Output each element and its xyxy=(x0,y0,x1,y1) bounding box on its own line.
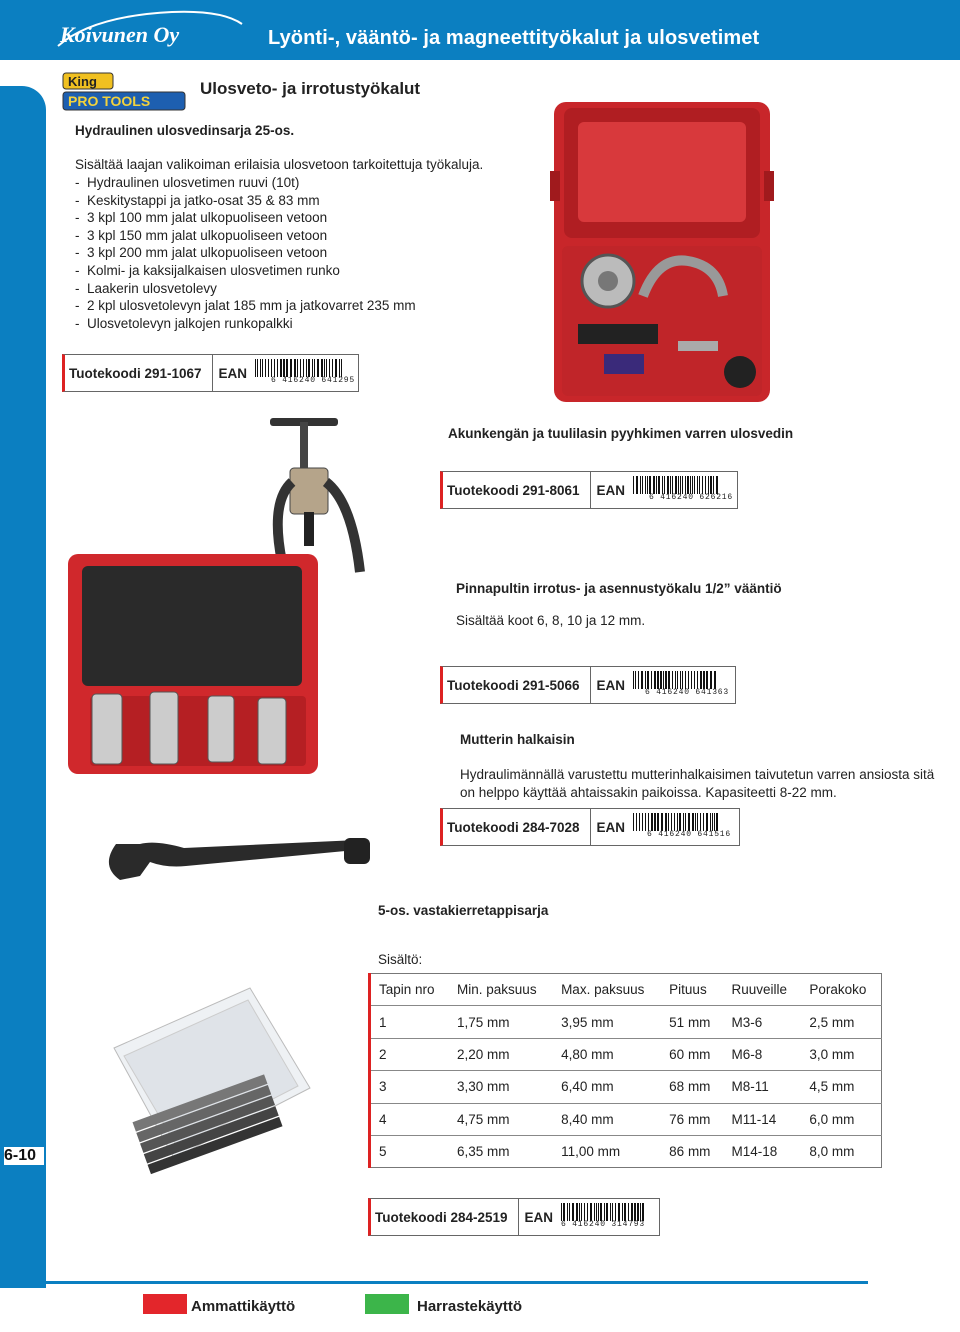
table-cell: 1,75 mm xyxy=(449,1006,553,1038)
ean-label: EAN xyxy=(596,677,626,693)
table-row xyxy=(370,1103,882,1135)
table-cell: M6-8 xyxy=(724,1038,802,1070)
table-cell: M8-11 xyxy=(724,1071,802,1103)
product-description: Sisältää laajan valikoiman erilaisia ulosvetoon tarkoitettuja työkaluja. xyxy=(75,157,484,172)
page-number: 6-10 xyxy=(4,1147,44,1165)
table-cell: 6,40 mm xyxy=(553,1071,661,1103)
ean-label: EAN xyxy=(596,482,626,498)
stud-extractor-set-image xyxy=(62,546,324,782)
list-item: - 3 kpl 150 mm jalat ulkopuoliseen vetoon xyxy=(75,227,416,245)
svg-text:PRO TOOLS: PRO TOOLS xyxy=(68,93,151,109)
nut-splitter-image xyxy=(96,826,380,896)
product-title: Hydraulinen ulosvedinsarja 25-os. xyxy=(75,123,295,138)
table-cell: 2 xyxy=(370,1038,450,1070)
ean-number: 6 416240 626216 xyxy=(649,493,734,502)
table-row xyxy=(370,1135,882,1167)
side-color-strip xyxy=(0,86,46,1288)
list-item: - Ulosvetolevyn jalkojen runkopalkki xyxy=(75,315,416,333)
ean-number: 6 416240 641295 xyxy=(271,376,356,385)
product-code-box xyxy=(440,808,740,846)
section-title: Ulosveto- ja irrotustyökalut xyxy=(200,79,421,98)
column-header: Max. paksuus xyxy=(553,974,661,1006)
table-cell: 8,0 mm xyxy=(809,1144,855,1160)
ean-number: 6 416240 641516 xyxy=(647,830,732,839)
table-cell: 4,80 mm xyxy=(553,1038,661,1070)
product-code-box xyxy=(62,354,359,392)
table-cell: 60 mm xyxy=(661,1038,723,1070)
legend-swatch-hobby xyxy=(365,1294,409,1314)
legend-label-hobby: Harrastekäyttö xyxy=(417,1298,523,1315)
product-code-box xyxy=(440,666,736,704)
svg-text:King: King xyxy=(68,74,97,89)
table-cell: 3,95 mm xyxy=(553,1006,661,1038)
ean-label: EAN xyxy=(596,819,626,835)
table-header-row xyxy=(370,974,882,1006)
table-cell: 1 xyxy=(370,1006,450,1038)
table-cell: 3 xyxy=(370,1071,450,1103)
specs-table xyxy=(368,973,882,1168)
table-cell: 4,75 mm xyxy=(449,1103,553,1135)
list-item: - Hydraulinen ulosvetimen ruuvi (10t) xyxy=(75,174,416,192)
table-cell: 86 mm xyxy=(669,1144,711,1160)
contents-list xyxy=(75,174,416,332)
column-header: Pituus xyxy=(661,974,723,1006)
table-cell: M14-18 xyxy=(731,1144,778,1160)
table-cell: 8,40 mm xyxy=(553,1103,661,1135)
column-header: Porakoko xyxy=(801,974,881,1006)
list-item: - Keskitystappi ja jatko-osat 35 & 83 mm xyxy=(75,192,416,210)
contents-label: Sisältö: xyxy=(378,952,423,967)
header-title: Lyönti-, vääntö- ja magneettityökalut ja ulosvetimet xyxy=(268,27,760,49)
hydraulic-puller-kit-image xyxy=(548,96,776,408)
column-header: Tapin nro xyxy=(370,974,450,1006)
table-cell: 5 xyxy=(379,1144,387,1160)
table-cell: M3-6 xyxy=(724,1006,802,1038)
table-cell: 3,0 mm xyxy=(801,1038,881,1070)
table-cell: 68 mm xyxy=(661,1071,723,1103)
product-code: Tuotekoodi 291-8061 xyxy=(443,472,591,508)
table-cell: 2,20 mm xyxy=(449,1038,553,1070)
product-code: Tuotekoodi 291-5066 xyxy=(443,667,591,703)
table-cell: M11-14 xyxy=(724,1103,802,1135)
ean-number: 6 416240 314793 xyxy=(561,1220,646,1229)
table-row xyxy=(370,1071,882,1103)
product-code: Tuotekoodi 291-1067 xyxy=(65,355,213,391)
svg-text:Koivunen Oy: Koivunen Oy xyxy=(60,22,180,47)
legend-label-professional: Ammattikäyttö xyxy=(191,1298,296,1315)
product-description: Hydraulimännällä varustettu mutterinhalkaisimen taivutetun varren ansiosta sitä xyxy=(460,767,935,782)
product-code: Tuotekoodi 284-7028 xyxy=(443,809,591,845)
column-header: Ruuveille xyxy=(724,974,802,1006)
legend-swatch-professional xyxy=(143,1294,187,1314)
ean-label: EAN xyxy=(218,365,248,381)
product-title: 5-os. vastakierretappisarja xyxy=(378,903,549,918)
product-title: Akunkengän ja tuulilasin pyyhkimen varren ulosvedin xyxy=(448,426,794,441)
list-item: - 3 kpl 200 mm jalat ulkopuoliseen vetoon xyxy=(75,244,416,262)
page-header xyxy=(0,0,960,60)
product-description: on helppo käyttää ahtaissakin paikoissa. Kapasiteetti 8-22 mm. xyxy=(460,785,837,800)
table-row xyxy=(370,1038,882,1070)
product-title: Mutterin halkaisin xyxy=(460,732,575,747)
ean-label: EAN xyxy=(524,1209,554,1225)
list-item: - 3 kpl 100 mm jalat ulkopuoliseen vetoon xyxy=(75,209,416,227)
table-cell: 4 xyxy=(370,1103,450,1135)
table-cell: 2,5 mm xyxy=(801,1006,881,1038)
table-cell: 51 mm xyxy=(661,1006,723,1038)
table-row xyxy=(370,1006,882,1038)
product-code-box xyxy=(440,471,738,509)
company-logo xyxy=(52,6,247,52)
column-header: Min. paksuus xyxy=(449,974,553,1006)
product-code: Tuotekoodi 284-2519 xyxy=(371,1199,519,1235)
table-cell: 76 mm xyxy=(661,1103,723,1135)
bottom-rule xyxy=(46,1281,868,1284)
list-item: - Kolmi- ja kaksijalkaisen ulosvetimen runko xyxy=(75,262,416,280)
table-cell: 6,35 mm xyxy=(457,1144,510,1160)
table-cell: 6,0 mm xyxy=(801,1103,881,1135)
table-cell: 3,30 mm xyxy=(449,1071,553,1103)
ean-number: 6 416240 641363 xyxy=(645,688,730,697)
screw-extractor-set-image xyxy=(100,978,320,1178)
list-item: - Laakerin ulosvetolevy xyxy=(75,280,416,298)
table-cell: 11,00 mm xyxy=(561,1144,621,1160)
brand-logo xyxy=(62,72,186,112)
product-description: Sisältää koot 6, 8, 10 ja 12 mm. xyxy=(456,613,646,628)
table-cell: 4,5 mm xyxy=(801,1071,881,1103)
product-code-box xyxy=(368,1198,660,1236)
product-title: Pinnapultin irrotus- ja asennustyökalu 1/2” vääntiö xyxy=(456,581,782,596)
list-item: - 2 kpl ulosvetolevyn jalat 185 mm ja jatkovarret 235 mm xyxy=(75,297,416,315)
